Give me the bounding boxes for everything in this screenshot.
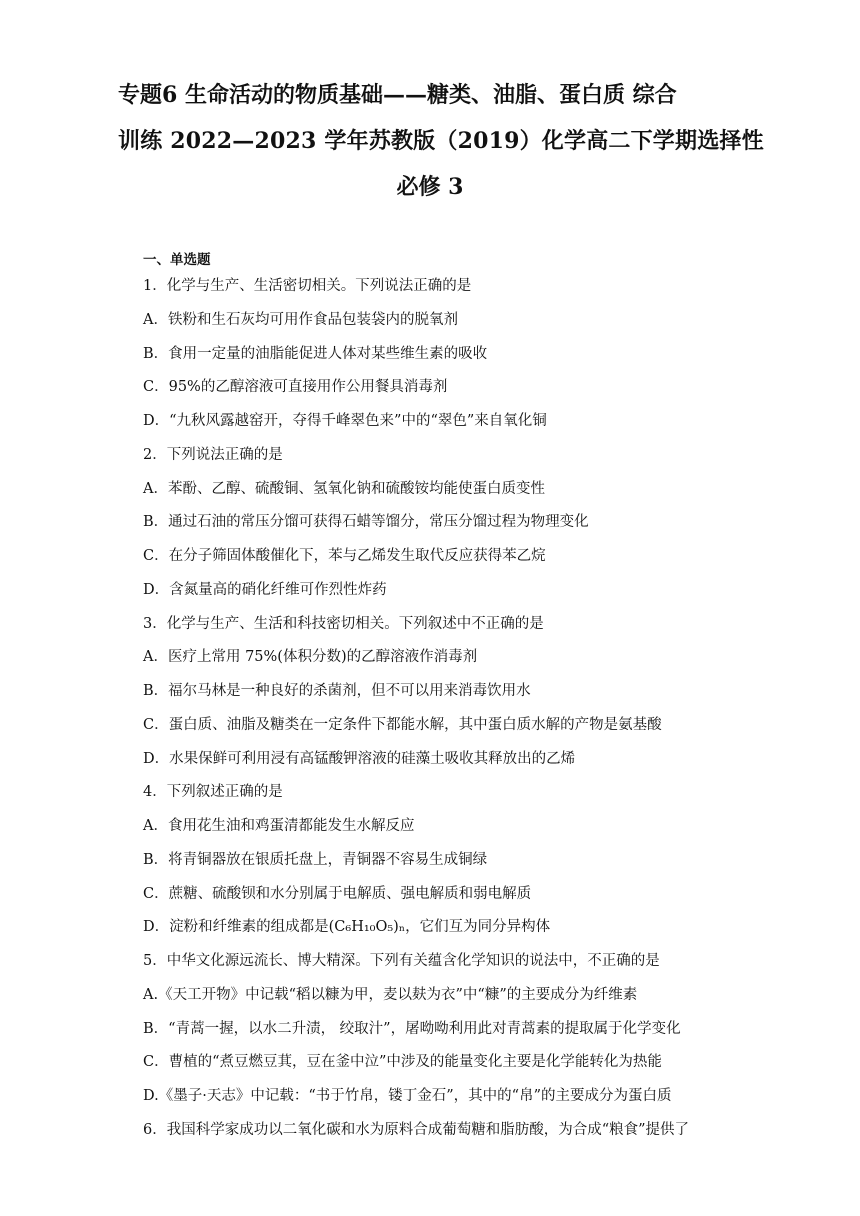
question-stem: 4．下列叙述正确的是 [143,784,283,801]
option-a: A．苯酚、乙醇、硫酸铜、氢氧化钠和硫酸铵均能使蛋白质变性 [143,480,545,497]
question-stem: 1．化学与生产、生活密切相关。下列说法正确的是 [143,278,472,294]
option-b: B．将青铜器放在银质托盘上，青铜器不容易生成铜绿 [143,851,488,868]
title-line-1: 专题6 生命活动的物质基础——糖类、油脂、蛋白质 综合 [118,82,677,108]
question-list [143,270,783,1148]
option-b: B．福尔马林是一种良好的杀菌剂，但不可以用来消毒饮用水 [143,683,531,699]
option-a: A．食用花生油和鸡蛋清都能发生水解反应 [143,818,415,834]
option-c: C．95%的乙醇溶液可直接用作公用餐具消毒剂 [143,379,448,396]
option-b: B．“青蒿一握，以水二升渍， 绞取汁”，屠呦呦利用此对青蒿素的提取属于化学变化 [143,1020,681,1037]
option-b: B．食用一定量的油脂能促进人体对某些维生素的吸收 [143,345,488,362]
document-title [118,72,764,210]
question-stem: 3．化学与生产、生活和科技密切相关。下列叙述中不正确的是 [143,615,544,632]
title-line-3: 必修 3 [396,174,464,200]
option-d: D.《墨子·天志》中记载：“书于竹帛，镂丁金石”，其中的“帛”的主要成分为蛋白质 [143,1088,672,1104]
title-line-2: 训练 2022—2023 学年苏教版（2019）化学高二下学期选择性 [118,128,764,154]
question-stem: 5．中华文化源远流长、博大精深。下列有关蕴含化学知识的说法中，不正确的是 [143,953,660,969]
option-d: D．水果保鲜可利用浸有高锰酸钾溶液的硅藻土吸收其释放出的乙烯 [143,750,576,767]
question-stem: 6．我国科学家成功以二氧化碳和水为原料合成葡萄糖和脂肪酸，为合成“粮食”提供了 [143,1121,690,1138]
option-c: C．在分子筛固体酸催化下，苯与乙烯发生取代反应获得苯乙烷 [143,548,546,564]
option-c: C．蛋白质、油脂及糖类在一定条件下都能水解，其中蛋白质水解的产物是氨基酸 [143,716,662,733]
question-stem: 2．下列说法正确的是 [143,446,283,463]
option-a: A.《天工开物》中记载“稻以糠为甲，麦以麸为衣”中“糠”的主要成分为纤维素 [143,986,638,1003]
option-c: C．蔗糖、硫酸钡和水分别属于电解质、强电解质和弱电解质 [143,885,532,902]
option-d: D．淀粉和纤维素的组成都是(C₆H₁₀O₅)ₙ，它们互为同分异构体 [143,919,551,936]
option-d: D．含氮量高的硝化纤维可作烈性炸药 [143,581,387,598]
section-heading: 一、单选题 [143,252,211,268]
option-d: D．“九秋风露越窑开，夺得千峰翠色来”中的“翠色”来自氧化铜 [143,413,547,429]
option-a: A．铁粉和生石灰均可用作食品包装袋内的脱氧剂 [143,311,458,328]
option-c: C．曹植的“煮豆燃豆萁，豆在釜中泣”中涉及的能量变化主要是化学能转化为热能 [143,1054,662,1071]
option-a: A．医疗上常用 75%(体积分数)的乙醇溶液作消毒剂 [143,649,478,666]
option-b: B．通过石油的常压分馏可获得石蜡等馏分，常压分馏过程为物理变化 [143,514,589,531]
